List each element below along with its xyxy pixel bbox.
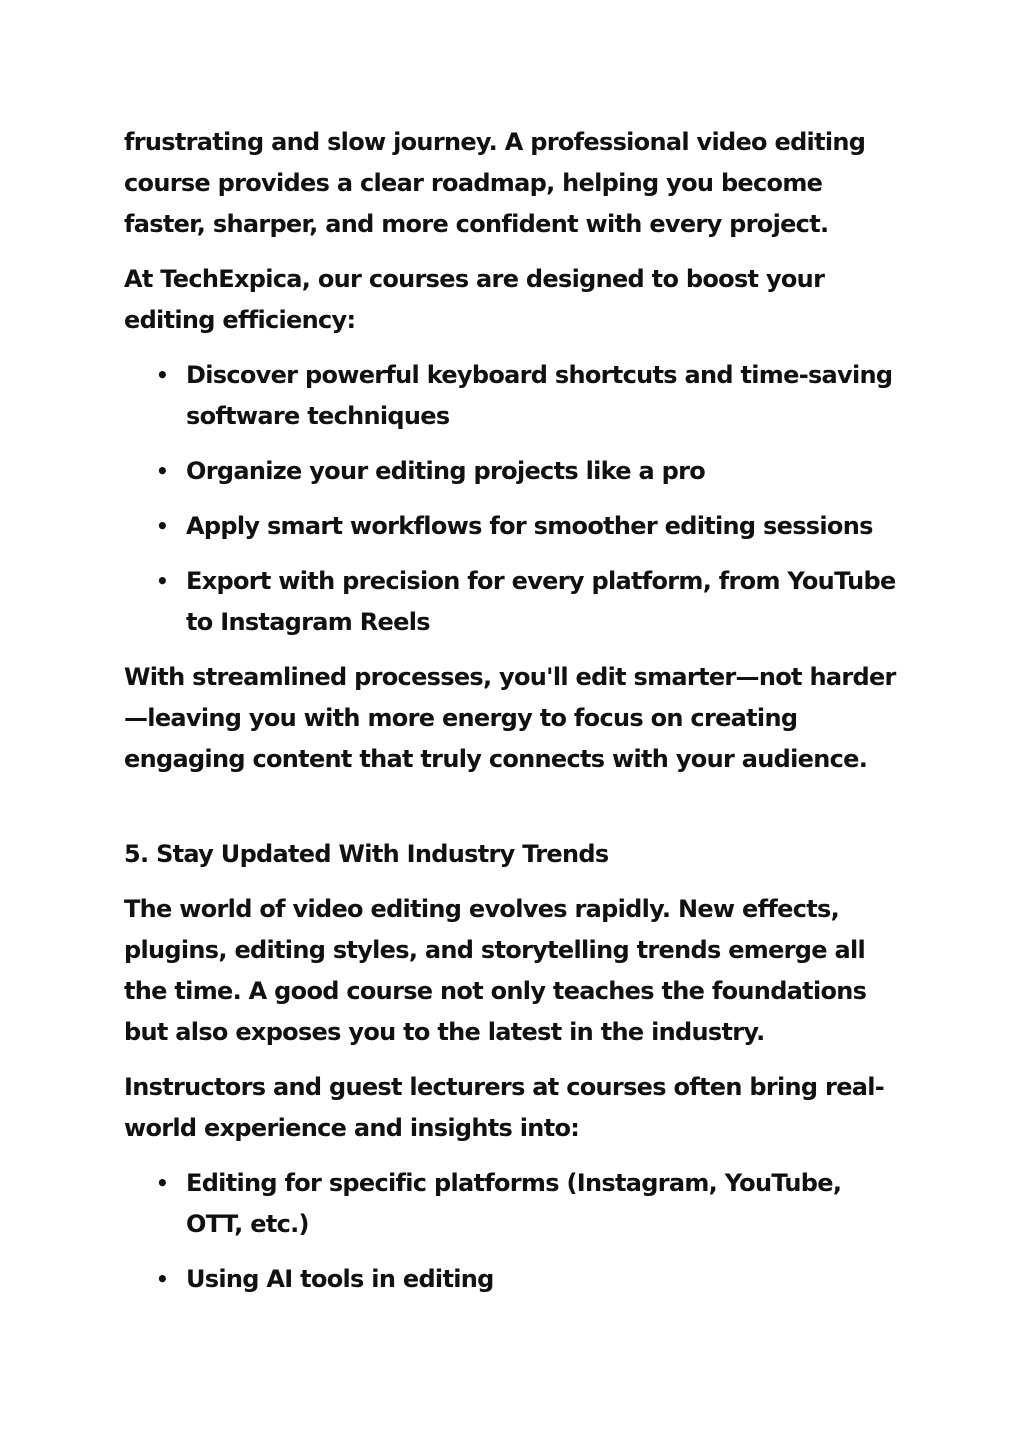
list-item <box>124 506 904 547</box>
list-item-text: Export with precision for every platform, from YouTube to Instagram Reels <box>186 567 896 636</box>
bullet-icon: • <box>156 569 169 593</box>
document-page <box>124 122 904 1314</box>
bullet-icon: • <box>156 1171 169 1195</box>
paragraph-video-editing-evolves: The world of video editing evolves rapidly. New effects, plugins, editing styles, and storytelling trends emerge all the time. A good course not only teaches the foundations but also exposes you to the latest in the industry. <box>124 895 867 1046</box>
efficiency-bullet-list <box>124 355 904 643</box>
list-item <box>124 561 904 643</box>
list-item <box>124 1163 904 1245</box>
bullet-icon: • <box>156 363 169 387</box>
list-item-text: Apply smart workflows for smoother editing sessions <box>186 512 873 540</box>
paragraph-intro-continuation: frustrating and slow journey. A professional video editing course provides a clear roadmap, helping you become faster, sharper, and more confident with every project. <box>124 128 866 238</box>
list-item-text: Organize your editing projects like a pro <box>186 457 706 485</box>
bullet-icon: • <box>156 459 169 483</box>
paragraph-instructors: Instructors and guest lecturers at courses often bring real-world experience and insights into: <box>124 1073 885 1142</box>
list-item-text: Editing for specific platforms (Instagram, YouTube, OTT, etc.) <box>186 1169 842 1238</box>
list-item <box>124 1259 904 1300</box>
section-heading: 5. Stay Updated With Industry Trends <box>124 840 609 868</box>
list-item <box>124 355 904 437</box>
list-item-text: Using AI tools in editing <box>186 1265 494 1293</box>
paragraph-streamlined-processes: With streamlined processes, you'll edit smarter—not harder—leaving you with more energy to focus on creating engaging content that truly connects with your audience. <box>124 663 896 773</box>
paragraph-techexpica-efficiency: At TechExpica, our courses are designed to boost your editing efficiency: <box>124 265 825 334</box>
bullet-icon: • <box>156 1267 169 1291</box>
list-item-text: Discover powerful keyboard shortcuts and time-saving software techniques <box>186 361 893 430</box>
list-item <box>124 451 904 492</box>
insights-bullet-list <box>124 1163 904 1300</box>
bullet-icon: • <box>156 514 169 538</box>
